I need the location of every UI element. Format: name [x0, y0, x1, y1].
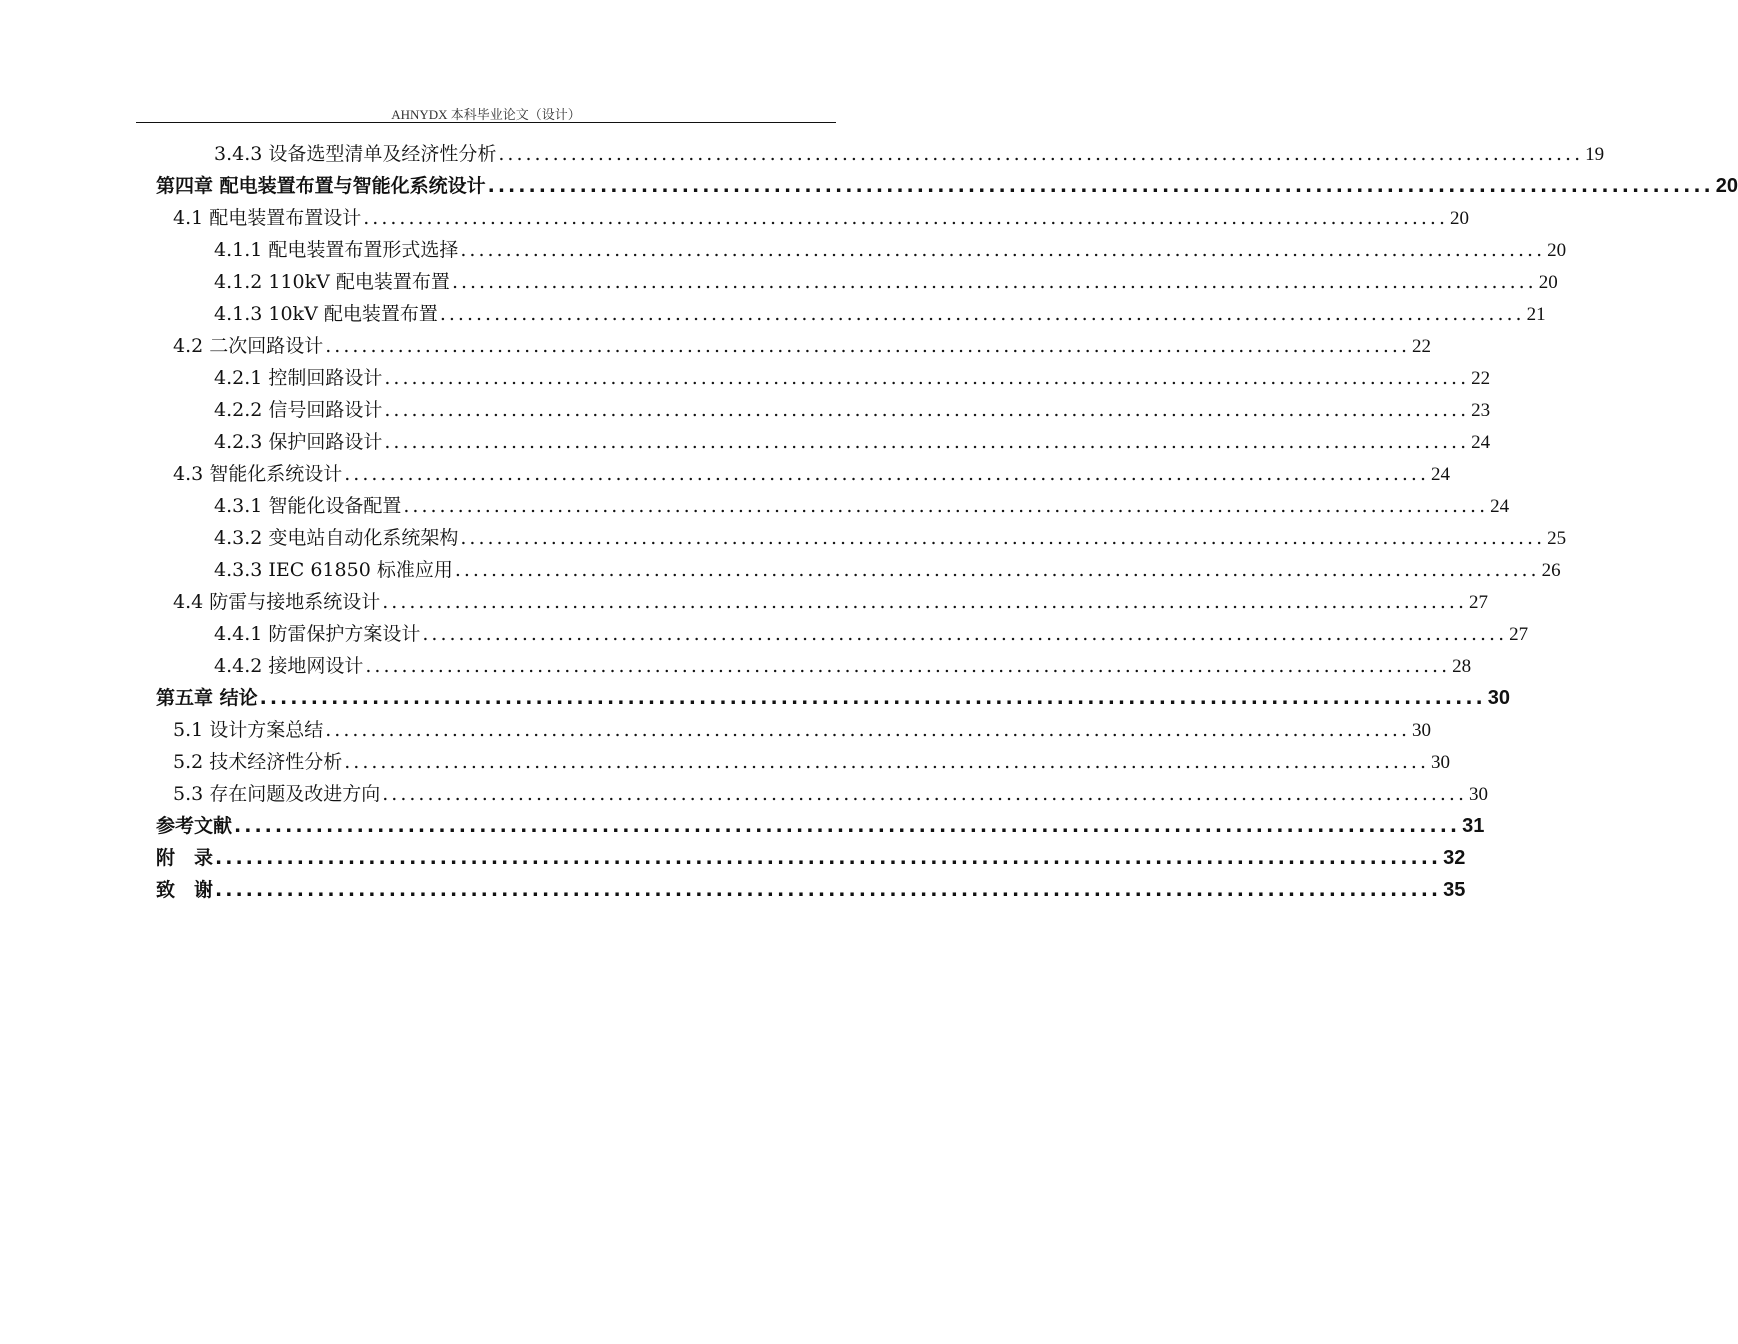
dot-leader: ........................................................................................................................ [384, 431, 1470, 453]
dot-leader: ........................................................................................................................ [382, 591, 1468, 613]
toc-entry-title: 附 录 [156, 847, 214, 869]
dot-leader: ........................................................................................................................ [422, 623, 1508, 645]
dot-leader: ........................................................................................................................ [234, 815, 1461, 837]
dot-leader: ........................................................................................................................ [325, 335, 1411, 357]
toc-entry-page-number: 24 [1471, 432, 1491, 453]
toc-entry-page-number: 19 [1585, 144, 1605, 165]
toc-entry[interactable] [214, 298, 1546, 330]
toc-entry[interactable] [214, 426, 1491, 458]
toc-entry[interactable] [173, 778, 1489, 810]
toc-entry-page-number: 31 [1462, 815, 1485, 837]
toc-entry[interactable] [173, 714, 1432, 746]
toc-entry-title: 4.1.1 配电装置布置形式选择 [214, 239, 459, 261]
toc-entry-page-number: 27 [1509, 624, 1529, 645]
toc-entry[interactable] [214, 618, 1529, 650]
toc-entry-title: 4.2.1 控制回路设计 [214, 367, 383, 389]
toc-entry-title: 4.2 二次回路设计 [173, 335, 324, 357]
dot-leader: ........................................................................................................................ [384, 367, 1470, 389]
toc-entry-title: 4.3.3 IEC 61850 标准应用 [214, 559, 453, 581]
toc-entry-title: 4.3.1 智能化设备配置 [214, 495, 402, 517]
dot-leader: ........................................................................................................................ [215, 847, 1442, 869]
toc-entry[interactable] [214, 650, 1472, 682]
toc-entry-title: 4.2.3 保护回路设计 [214, 431, 383, 453]
toc-entry-page-number: 24 [1490, 496, 1510, 517]
toc-entry-page-number: 30 [1469, 784, 1489, 805]
toc-entry[interactable] [173, 202, 1470, 234]
toc-entry-page-number: 20 [1715, 175, 1738, 197]
toc-entry[interactable] [156, 682, 1511, 714]
toc-entry-page-number: 32 [1443, 847, 1466, 869]
toc-entry-title: 4.1.3 10kV 配电装置布置 [214, 303, 438, 325]
toc-entry-page-number: 21 [1526, 304, 1546, 325]
toc-entry[interactable] [214, 138, 1605, 170]
header-rule [136, 122, 836, 123]
toc-entry-page-number: 30 [1412, 720, 1432, 741]
toc-entry-page-number: 22 [1471, 368, 1491, 389]
dot-leader: ........................................................................................................................ [344, 463, 1430, 485]
toc-entry[interactable] [214, 554, 1561, 586]
toc-entry-page-number: 26 [1541, 560, 1561, 581]
toc-entry-page-number: 23 [1471, 400, 1491, 421]
toc-entry[interactable] [156, 810, 1485, 842]
toc-entry-page-number: 20 [1547, 240, 1567, 261]
toc-entry-title: 5.3 存在问题及改进方向 [173, 783, 381, 805]
toc-entry-title: 5.1 设计方案总结 [173, 719, 324, 741]
toc-entry-title: 4.4 防雷与接地系统设计 [173, 591, 381, 613]
toc-entry-page-number: 27 [1469, 592, 1489, 613]
running-header: AHNYDX 本科毕业论文（设计） [391, 107, 581, 122]
toc-entry[interactable] [173, 330, 1432, 362]
dot-leader: ........................................................................................................................ [382, 783, 1468, 805]
toc-entry[interactable] [156, 170, 1738, 202]
toc-entry-title: 参考文献 [156, 815, 233, 837]
toc-entry-title: 第五章 结论 [156, 687, 258, 709]
toc-entry-title: 4.1 配电装置布置设计 [173, 207, 362, 229]
dot-leader: ........................................................................................................................ [498, 143, 1584, 165]
toc-entry-page-number: 20 [1538, 272, 1558, 293]
toc-entry[interactable] [214, 266, 1558, 298]
dot-leader: ........................................................................................................................ [384, 399, 1470, 421]
toc-entry[interactable] [173, 586, 1489, 618]
toc-entry-title: 4.3.2 变电站自动化系统架构 [214, 527, 459, 549]
toc-entry-page-number: 30 [1487, 687, 1511, 709]
toc-entry-title: 4.4.2 接地网设计 [214, 655, 364, 677]
toc-entry-page-number: 25 [1547, 528, 1567, 549]
toc-entry[interactable] [214, 394, 1491, 426]
dot-leader: ........................................................................................................................ [215, 879, 1442, 901]
toc-entry-title: 3.4.3 设备选型清单及经济性分析 [214, 143, 497, 165]
dot-leader: ........................................................................................................................ [439, 303, 1525, 325]
toc-entry[interactable] [173, 746, 1451, 778]
toc-entry[interactable] [214, 234, 1567, 266]
toc-entry-title: 致 谢 [156, 879, 214, 901]
toc-entry-title: 第四章 配电装置布置与智能化系统设计 [156, 175, 486, 197]
toc-entry-page-number: 22 [1412, 336, 1432, 357]
toc-entry-title: 4.3 智能化系统设计 [173, 463, 343, 485]
toc-entry-page-number: 20 [1450, 208, 1470, 229]
toc-entry-page-number: 35 [1443, 879, 1466, 901]
dot-leader: ........................................................................................................................ [451, 271, 1537, 293]
toc-entry-page-number: 30 [1431, 752, 1451, 773]
toc-entry-title: 5.2 技术经济性分析 [173, 751, 343, 773]
toc-entry[interactable] [214, 362, 1491, 394]
dot-leader: ........................................................................................................................ [460, 239, 1546, 261]
dot-leader: ........................................................................................................................ [259, 687, 1486, 709]
toc-entry[interactable] [156, 842, 1466, 874]
dot-leader: ........................................................................................................................ [365, 655, 1451, 677]
toc-entry[interactable] [173, 458, 1451, 490]
toc-entry[interactable] [214, 522, 1567, 554]
dot-leader: ........................................................................................................................ [344, 751, 1430, 773]
dot-leader: ........................................................................................................................ [454, 559, 1540, 581]
dot-leader: ........................................................................................................................ [487, 175, 1714, 197]
toc-entry[interactable] [156, 874, 1466, 906]
toc-entry-title: 4.2.2 信号回路设计 [214, 399, 383, 421]
toc-entry-title: 4.1.2 110kV 配电装置布置 [214, 271, 450, 293]
toc-entry-page-number: 28 [1452, 656, 1472, 677]
toc-entry-title: 4.4.1 防雷保护方案设计 [214, 623, 421, 645]
dot-leader: ........................................................................................................................ [325, 719, 1411, 741]
toc-entry[interactable] [214, 490, 1510, 522]
toc-entry-page-number: 24 [1431, 464, 1451, 485]
dot-leader: ........................................................................................................................ [403, 495, 1489, 517]
dot-leader: ........................................................................................................................ [460, 527, 1546, 549]
dot-leader: ........................................................................................................................ [363, 207, 1449, 229]
